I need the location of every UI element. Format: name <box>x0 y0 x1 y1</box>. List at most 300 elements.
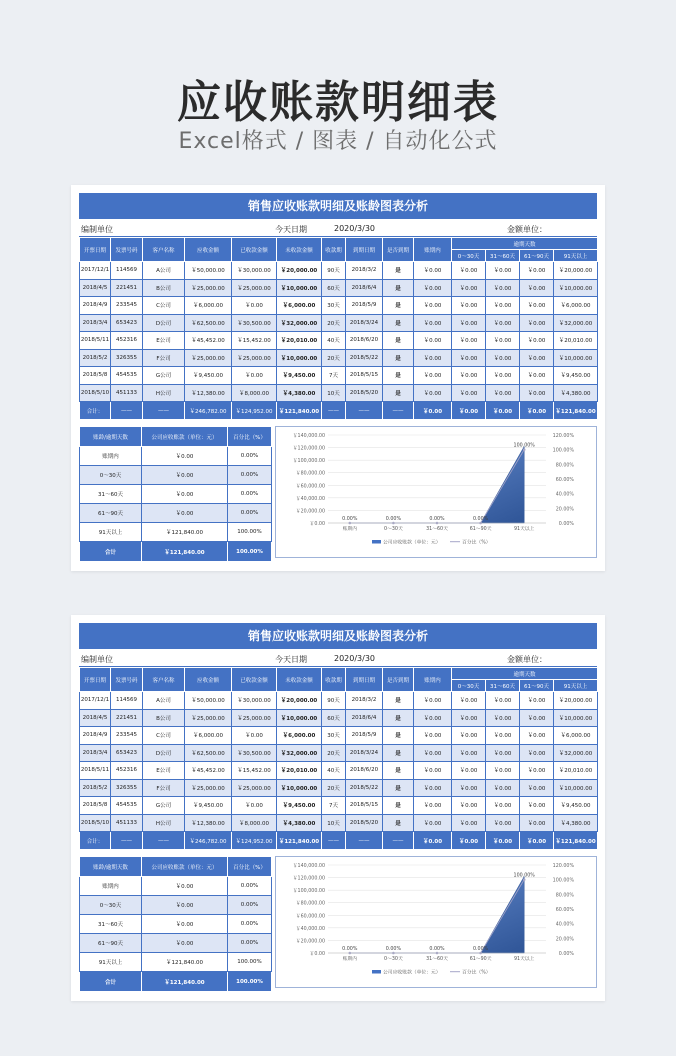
y-tick-label: ￥0.00 <box>309 952 325 957</box>
table-cell: 2018/6/20 <box>346 762 383 780</box>
col-header: 开票日期 <box>80 238 111 262</box>
table-body <box>80 262 598 402</box>
table-cell: ￥45,452.00 <box>185 332 232 350</box>
y-tick-label: ￥60,000.00 <box>295 914 325 920</box>
table-cell: ￥45,452.00 <box>185 762 232 780</box>
col-header: 账期内 <box>414 238 452 262</box>
total-cell: —— <box>383 402 414 420</box>
table-cell: ￥0.00 <box>486 779 520 797</box>
x-tick-label: 61～90天 <box>469 527 492 532</box>
table-cell: 221451 <box>111 709 143 727</box>
y-tick-label: ￥80,000.00 <box>295 471 325 477</box>
table-cell: ￥6,000.00 <box>185 727 232 745</box>
table-cell: ￥0.00 <box>232 797 277 815</box>
table-cell: ￥8,000.00 <box>232 384 277 402</box>
table-cell: 114569 <box>111 692 143 710</box>
hero-title: 应收账款明细表 <box>177 77 499 128</box>
table-cell: ￥10,000.00 <box>277 709 322 727</box>
y2-tick-label: 60.00% <box>555 478 574 483</box>
table-cell: ￥0.00 <box>486 332 520 350</box>
summary-header: 账龄/逾期天数 <box>80 427 142 447</box>
table-cell: ￥9,450.00 <box>185 367 232 385</box>
table-cell: ￥6,000.00 <box>185 297 232 315</box>
table-cell: ￥0.00 <box>232 727 277 745</box>
col-header: 到期日期 <box>346 668 383 692</box>
table-row <box>80 367 598 385</box>
table-row <box>80 797 598 815</box>
summary-row <box>80 877 272 896</box>
summary-cell: 91天以上 <box>80 523 142 542</box>
table-cell: ￥10,000.00 <box>554 709 598 727</box>
table-cell: ￥25,000.00 <box>232 779 277 797</box>
summary-row <box>80 896 272 915</box>
table-cell: ￥20,010.00 <box>554 762 598 780</box>
table-cell: ￥20,000.00 <box>277 692 322 710</box>
sheet-preview <box>71 185 605 571</box>
table-cell: ￥0.00 <box>452 279 486 297</box>
table-cell: 7天 <box>322 367 346 385</box>
table-cell: ￥0.00 <box>486 727 520 745</box>
summary-cell: 91天以上 <box>80 953 142 972</box>
table-cell: ￥0.00 <box>414 814 452 832</box>
date-label: 今天日期 <box>275 225 307 234</box>
table-row <box>80 349 598 367</box>
table-cell: ￥0.00 <box>414 262 452 280</box>
total-cell: ￥0.00 <box>520 402 554 420</box>
table-cell: 是 <box>383 762 414 780</box>
summary-cell: ￥0.00 <box>142 896 228 915</box>
table-cell: ￥10,000.00 <box>554 779 598 797</box>
table-cell: ￥0.00 <box>486 709 520 727</box>
summary-row <box>80 915 272 934</box>
summary-body <box>80 447 272 542</box>
table-cell: ￥9,450.00 <box>554 367 598 385</box>
col-header: 31～60天 <box>486 680 520 692</box>
col-header: 未收款金额 <box>277 668 322 692</box>
table-cell: 451133 <box>111 814 143 832</box>
table-cell: 20天 <box>322 779 346 797</box>
table-cell: ￥62,500.00 <box>185 744 232 762</box>
y2-tick-label: 20.00% <box>555 507 574 513</box>
summary-row <box>80 953 272 972</box>
table-row <box>80 744 598 762</box>
table-cell: ￥32,000.00 <box>554 314 598 332</box>
summary-cell: 0.00% <box>228 504 272 523</box>
total-cell: ￥124,952.00 <box>232 402 277 420</box>
y2-tick-label: 0.00% <box>558 952 574 957</box>
table-row <box>80 692 598 710</box>
table-cell: D公司 <box>143 744 185 762</box>
table-cell: 2018/5/9 <box>346 297 383 315</box>
table-cell: 326355 <box>111 779 143 797</box>
table-cell: ￥0.00 <box>452 709 486 727</box>
y2-tick-label: 120.00% <box>552 864 574 869</box>
table-cell: ￥0.00 <box>486 367 520 385</box>
table-cell: ￥4,380.00 <box>554 384 598 402</box>
total-cell: ￥0.00 <box>452 402 486 420</box>
table-cell: ￥30,000.00 <box>232 262 277 280</box>
y2-tick-label: 0.00% <box>558 522 574 527</box>
table-cell: ￥0.00 <box>520 332 554 350</box>
table-cell: ￥50,000.00 <box>185 262 232 280</box>
table-cell: ￥15,452.00 <box>232 762 277 780</box>
summary-cell: ￥121,840.00 <box>142 953 228 972</box>
table-cell: 2018/3/2 <box>346 692 383 710</box>
total-cell: ￥246,782.00 <box>185 402 232 420</box>
table-cell: 2017/12/1 <box>80 262 111 280</box>
table-cell: ￥20,000.00 <box>554 262 598 280</box>
y-tick-label: ￥120,000.00 <box>292 446 325 452</box>
total-cell: —— <box>383 832 414 850</box>
col-header: 收款期 <box>322 238 346 262</box>
line-point <box>523 448 526 451</box>
table-row <box>80 332 598 350</box>
summary-row <box>80 485 272 504</box>
col-header: 91天以上 <box>554 680 598 692</box>
y-tick-label: ￥0.00 <box>309 522 325 527</box>
total-cell: —— <box>322 402 346 420</box>
summary-total-cell: ￥121,840.00 <box>142 972 228 992</box>
x-tick-label: 61～90天 <box>469 957 492 962</box>
table-cell: ￥25,000.00 <box>232 709 277 727</box>
table-cell: ￥0.00 <box>452 384 486 402</box>
table-row <box>80 297 598 315</box>
table-cell: ￥25,000.00 <box>185 349 232 367</box>
table-cell: ￥0.00 <box>486 797 520 815</box>
table-cell: ￥0.00 <box>452 314 486 332</box>
table-cell: A公司 <box>143 262 185 280</box>
summary-row <box>80 466 272 485</box>
summary-cell: ￥0.00 <box>142 485 228 504</box>
point-label: 100.00% <box>513 873 535 879</box>
summary-total-row <box>80 972 272 992</box>
table-cell: 2018/5/8 <box>80 367 111 385</box>
summary-row <box>80 447 272 466</box>
table-cell: 653423 <box>111 314 143 332</box>
summary-row <box>80 523 272 542</box>
table-cell: ￥30,500.00 <box>232 314 277 332</box>
summary-total-cell: 100.00% <box>228 542 272 562</box>
table-cell: ￥10,000.00 <box>277 279 322 297</box>
table-cell: 454535 <box>111 797 143 815</box>
total-cell: ￥124,952.00 <box>232 832 277 850</box>
table-cell: 2018/5/20 <box>346 384 383 402</box>
col-header: 61～90天 <box>520 250 554 262</box>
y2-tick-label: 80.00% <box>555 893 574 899</box>
total-cell: ￥0.00 <box>486 402 520 420</box>
table-cell: ￥0.00 <box>414 332 452 350</box>
table-cell: 20天 <box>322 314 346 332</box>
table-cell: ￥0.00 <box>486 384 520 402</box>
total-cell: ￥121,840.00 <box>554 402 598 420</box>
summary-cell: 0.00% <box>228 877 272 896</box>
table-cell: 是 <box>383 727 414 745</box>
table-cell: ￥4,380.00 <box>554 814 598 832</box>
summary-total-row <box>80 542 272 562</box>
table-cell: ￥32,000.00 <box>277 744 322 762</box>
col-header: 发票号码 <box>111 238 143 262</box>
date-value: 2020/3/30 <box>334 224 376 233</box>
table-cell: 2018/6/4 <box>346 709 383 727</box>
lower-section <box>79 856 597 992</box>
x-tick-label: 账期内 <box>342 527 358 532</box>
table-cell: ￥9,450.00 <box>185 797 232 815</box>
line-point <box>523 878 526 881</box>
table-cell: 10天 <box>322 814 346 832</box>
table-cell: 2018/3/24 <box>346 744 383 762</box>
total-cell: 合计： <box>80 832 111 850</box>
aging-summary-table <box>79 426 272 562</box>
table-cell: ￥9,450.00 <box>277 367 322 385</box>
table-cell: ￥0.00 <box>232 297 277 315</box>
point-label: 0.00% <box>342 947 358 952</box>
total-cell: ￥0.00 <box>414 402 452 420</box>
col-header-group: 逾期天数 <box>452 238 598 250</box>
point-label: 0.00% <box>429 947 445 952</box>
table-cell: H公司 <box>143 814 185 832</box>
table-cell: 60天 <box>322 709 346 727</box>
table-cell: 452316 <box>111 332 143 350</box>
table-cell: ￥12,380.00 <box>185 814 232 832</box>
col-header: 31～60天 <box>486 250 520 262</box>
table-cell: 30天 <box>322 727 346 745</box>
legend-swatch-area <box>372 970 381 974</box>
summary-cell: ￥0.00 <box>142 915 228 934</box>
table-cell: ￥0.00 <box>414 349 452 367</box>
col-header: 91天以上 <box>554 250 598 262</box>
total-cell: —— <box>143 832 185 850</box>
summary-cell: 0～30天 <box>80 466 142 485</box>
table-cell: ￥0.00 <box>452 762 486 780</box>
table-row <box>80 314 598 332</box>
table-cell: ￥9,450.00 <box>277 797 322 815</box>
table-cell: ￥0.00 <box>520 262 554 280</box>
table-cell: ￥0.00 <box>520 314 554 332</box>
col-header: 客户名称 <box>143 238 185 262</box>
total-cell: ￥0.00 <box>414 832 452 850</box>
table-cell: 2018/5/10 <box>80 814 111 832</box>
table-cell: ￥0.00 <box>520 367 554 385</box>
receivables-table <box>79 237 598 420</box>
summary-cell: 31～60天 <box>80 915 142 934</box>
table-cell: ￥20,010.00 <box>277 762 322 780</box>
table-cell: 2018/5/15 <box>346 367 383 385</box>
summary-cell: 0.00% <box>228 485 272 504</box>
summary-cell: 0.00% <box>228 466 272 485</box>
summary-total-cell: ￥121,840.00 <box>142 542 228 562</box>
table-cell: 是 <box>383 797 414 815</box>
col-header: 到期日期 <box>346 238 383 262</box>
point-label: 0.00% <box>472 517 489 522</box>
table-cell: 233545 <box>111 297 143 315</box>
table-cell: ￥0.00 <box>452 297 486 315</box>
table-row <box>80 384 598 402</box>
table-cell: ￥6,000.00 <box>277 727 322 745</box>
table-cell: C公司 <box>143 727 185 745</box>
table-row <box>80 709 598 727</box>
summary-cell: 100.00% <box>228 523 272 542</box>
table-cell: ￥9,450.00 <box>554 797 598 815</box>
point-label: 0.00% <box>385 517 402 522</box>
table-cell: ￥25,000.00 <box>185 779 232 797</box>
table-cell: ￥0.00 <box>414 367 452 385</box>
table-cell: 2018/5/11 <box>80 332 111 350</box>
table-cell: G公司 <box>143 797 185 815</box>
total-cell: ￥246,782.00 <box>185 832 232 850</box>
table-cell: ￥0.00 <box>452 814 486 832</box>
table-cell: ￥62,500.00 <box>185 314 232 332</box>
table-cell: ￥0.00 <box>414 727 452 745</box>
table-cell: 2018/5/8 <box>80 797 111 815</box>
table-row <box>80 762 598 780</box>
table-cell: 30天 <box>322 297 346 315</box>
table-cell: 60天 <box>322 279 346 297</box>
x-tick-label: 0～30天 <box>384 527 403 532</box>
table-cell: ￥10,000.00 <box>554 349 598 367</box>
col-header: 发票号码 <box>111 668 143 692</box>
y-tick-label: ￥80,000.00 <box>295 901 325 907</box>
table-cell: ￥0.00 <box>452 262 486 280</box>
summary-cell: ￥0.00 <box>142 466 228 485</box>
sheet-preview-2 <box>71 615 605 1001</box>
table-cell: ￥0.00 <box>452 349 486 367</box>
table-cell: ￥0.00 <box>486 349 520 367</box>
table-cell: 114569 <box>111 262 143 280</box>
table-cell: 2018/5/9 <box>346 727 383 745</box>
table-cell: 是 <box>383 692 414 710</box>
table-cell: 2018/5/2 <box>80 779 111 797</box>
col-header: 0～30天 <box>452 680 486 692</box>
summary-cell: ￥0.00 <box>142 877 228 896</box>
table-cell: ￥0.00 <box>486 262 520 280</box>
summary-cell: 0.00% <box>228 934 272 953</box>
table-cell: ￥0.00 <box>452 367 486 385</box>
table-cell: 452316 <box>111 762 143 780</box>
y2-tick-label: 60.00% <box>555 908 574 913</box>
y-tick-label: ￥100,000.00 <box>292 459 325 465</box>
table-cell: ￥30,000.00 <box>232 692 277 710</box>
summary-cell: 31～60天 <box>80 485 142 504</box>
point-label: 100.00% <box>513 443 535 449</box>
sheet-meta <box>79 649 597 667</box>
x-tick-label: 31～60天 <box>426 957 448 962</box>
table-cell: ￥25,000.00 <box>232 279 277 297</box>
total-cell: —— <box>111 402 143 420</box>
col-header: 应收金额 <box>185 238 232 262</box>
col-header: 应收金额 <box>185 668 232 692</box>
table-cell: 2018/5/10 <box>80 384 111 402</box>
table-row <box>80 727 598 745</box>
y2-tick-label: 80.00% <box>555 463 574 469</box>
table-cell: ￥20,000.00 <box>554 692 598 710</box>
total-cell: —— <box>143 402 185 420</box>
y2-tick-label: 100.00% <box>552 878 574 884</box>
table-cell: ￥0.00 <box>520 744 554 762</box>
table-header-row <box>80 668 598 680</box>
table-cell: ￥0.00 <box>520 814 554 832</box>
table-cell: 2018/5/22 <box>346 779 383 797</box>
unit-label: 编制单位 <box>81 655 113 664</box>
total-cell: —— <box>322 832 346 850</box>
table-cell: ￥0.00 <box>486 692 520 710</box>
table-cell: ￥0.00 <box>520 692 554 710</box>
y2-tick-label: 100.00% <box>552 448 574 454</box>
table-cell: 2018/3/2 <box>346 262 383 280</box>
table-cell: 326355 <box>111 349 143 367</box>
table-cell: ￥8,000.00 <box>232 814 277 832</box>
table-cell: ￥0.00 <box>414 384 452 402</box>
summary-cell: ￥121,840.00 <box>142 523 228 542</box>
summary-total-cell: 100.00% <box>228 972 272 992</box>
table-cell: E公司 <box>143 332 185 350</box>
receivables-table <box>79 667 598 850</box>
date-value: 2020/3/30 <box>334 654 376 663</box>
currency-label: 金额单位： <box>507 225 547 234</box>
summary-cell: ￥0.00 <box>142 934 228 953</box>
table-cell: ￥0.00 <box>520 709 554 727</box>
x-tick-label: 0～30天 <box>384 957 403 962</box>
table-cell: ￥0.00 <box>414 314 452 332</box>
table-cell: 2018/3/4 <box>80 744 111 762</box>
y2-tick-label: 120.00% <box>552 434 574 439</box>
summary-cell: 61～90天 <box>80 504 142 523</box>
legend-label: 百分比（%） <box>462 970 491 976</box>
summary-total-cell: 合计 <box>80 542 142 562</box>
table-cell: ￥0.00 <box>452 727 486 745</box>
table-cell: 20天 <box>322 349 346 367</box>
x-tick-label: 31～60天 <box>426 527 448 532</box>
table-cell: H公司 <box>143 384 185 402</box>
y-tick-label: ￥120,000.00 <box>292 876 325 882</box>
point-label: 0.00% <box>342 517 358 522</box>
table-cell: 是 <box>383 709 414 727</box>
summary-header: 公司应收账款（单位：元） <box>142 857 228 877</box>
table-cell: 653423 <box>111 744 143 762</box>
table-cell: D公司 <box>143 314 185 332</box>
table-cell: 2018/4/9 <box>80 297 111 315</box>
table-cell: ￥25,000.00 <box>185 279 232 297</box>
table-cell: ￥0.00 <box>452 692 486 710</box>
y-tick-label: ￥40,000.00 <box>295 496 325 502</box>
col-header: 账期内 <box>414 668 452 692</box>
summary-cell: ￥0.00 <box>142 447 228 466</box>
table-cell: ￥0.00 <box>414 744 452 762</box>
table-cell: ￥15,452.00 <box>232 332 277 350</box>
table-cell: 是 <box>383 262 414 280</box>
table-cell: ￥0.00 <box>520 384 554 402</box>
table-cell: ￥0.00 <box>232 367 277 385</box>
y2-tick-label: 40.00% <box>555 492 574 498</box>
col-header: 客户名称 <box>143 668 185 692</box>
table-cell: ￥32,000.00 <box>554 744 598 762</box>
lower-section <box>79 426 597 562</box>
table-cell: 90天 <box>322 262 346 280</box>
table-cell: ￥0.00 <box>486 297 520 315</box>
table-cell: ￥6,000.00 <box>554 727 598 745</box>
table-cell: ￥0.00 <box>520 297 554 315</box>
summary-header-row <box>80 857 272 877</box>
summary-header-row <box>80 427 272 447</box>
x-tick-label: 91天以上 <box>513 527 535 532</box>
total-cell: ￥121,840.00 <box>277 402 322 420</box>
aging-chart <box>275 426 597 558</box>
legend-label: 公司应收账款（单位：元） <box>383 540 441 546</box>
table-cell: 454535 <box>111 367 143 385</box>
table-cell: ￥10,000.00 <box>277 349 322 367</box>
table-total-row <box>80 402 598 420</box>
table-cell: 是 <box>383 349 414 367</box>
table-cell: ￥6,000.00 <box>277 297 322 315</box>
